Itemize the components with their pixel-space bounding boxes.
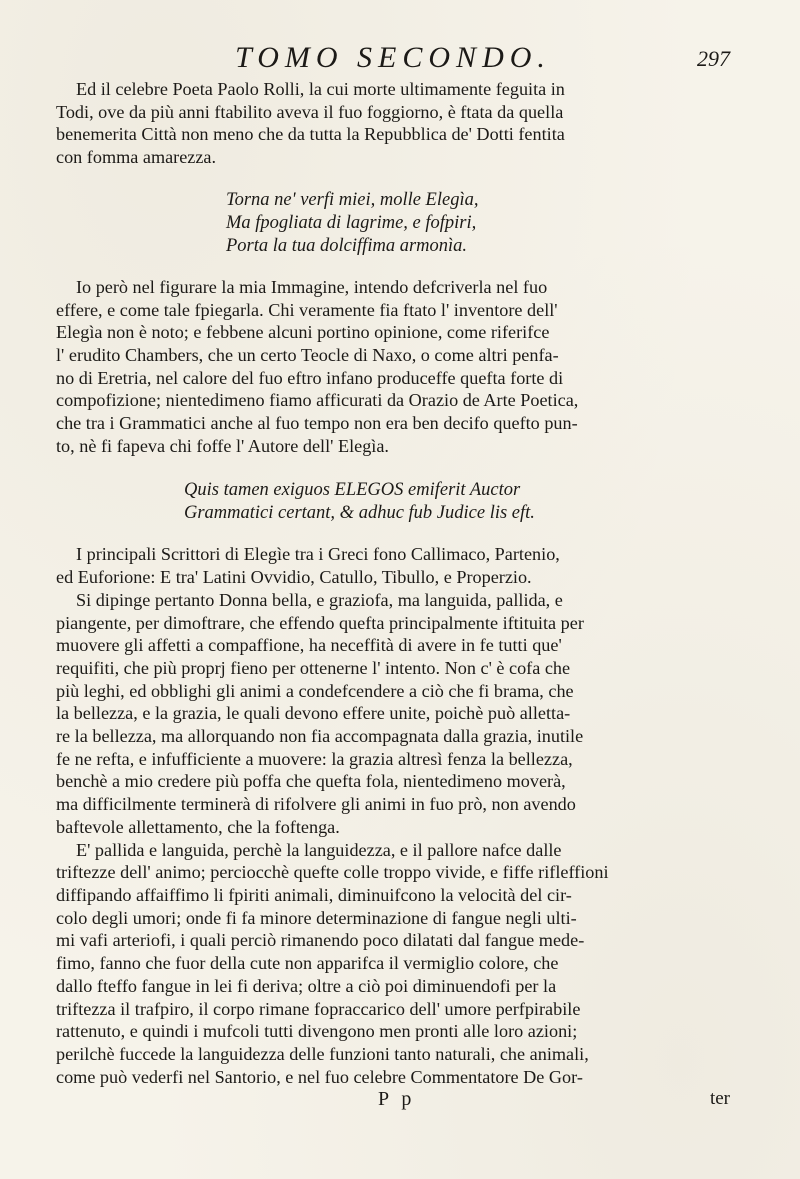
text-line: l' erudito Chambers, che un certo Teocle di Naxo, o come altri penfa-	[56, 344, 559, 365]
text-line: rattenuto, e quindi i mufcoli tutti divengono men pronti alle loro azioni;	[56, 1021, 578, 1042]
signature-mark: P p	[378, 1088, 416, 1111]
latin-quotation	[184, 479, 730, 525]
page-footer	[56, 1088, 730, 1112]
text-line: perilchè fuccede la languidezza delle funzioni tanto naturali, che animali,	[56, 1043, 589, 1064]
running-title: TOMO SECONDO.	[235, 41, 551, 74]
verse-line: Porta la tua dolciffima armonìa.	[226, 235, 468, 256]
paragraph-pallor	[56, 839, 730, 1089]
text-line: più leghi, ed obblighi gli animi a condefcendere a ciò che fi brama, che	[56, 680, 574, 701]
text-line: come può vederfi nel Santorio, e nel fuo celebre Commentatore De Gor-	[56, 1066, 583, 1087]
text-line: triftezze dell' animo; perciocchè quefte colle troppo vivide, e fiffe rifleffioni	[56, 862, 609, 883]
text-line: baftevole allettamento, che la foftenga.	[56, 816, 340, 837]
page-number: 297	[697, 46, 730, 71]
text-line: Si dipinge pertanto Donna bella, e graziofa, ma languida, pallida, e	[76, 589, 563, 610]
text-line: Todi, ove da più anni ftabilito aveva il fuo foggiorno, è ftata da quella	[56, 101, 564, 122]
text-line: no di Eretria, nel calore del fuo eftro infano produceffe quefta forte di	[56, 367, 564, 388]
verse-line: Ma fpogliata di lagrime, e fofpiri,	[226, 212, 477, 233]
catchword: ter	[709, 1088, 730, 1110]
verse-line: Torna ne' verfi miei, molle Elegìa,	[226, 189, 479, 210]
text-line: requifiti, che più proprj fieno per ottenerne l' intento. Non c' è cofa che	[56, 657, 571, 678]
page-header	[56, 38, 730, 78]
text-line: muovere gli affetti a compaffione, ha neceffità di avere in fe tutti que'	[56, 635, 562, 656]
text-line: Ed il celebre Poeta Paolo Rolli, la cui morte ultimamente feguita in	[76, 79, 565, 99]
text-line: la bellezza, e la grazia, le quali devono effere unite, poichè può alletta-	[56, 703, 571, 724]
text-line: con fomma amarezza.	[56, 147, 217, 168]
text-line: to, nè fi fapeva chi foffe l' Autore dell' Elegìa.	[56, 435, 389, 456]
text-line: ma difficilmente terminerà di rifolvere gli animi in fuo prò, non avendo	[56, 794, 576, 815]
text-line: E' pallida e languida, perchè la languidezza, e il pallore nafce dalle	[76, 839, 562, 860]
quote-line: Grammatici certant, & adhuc fub Judice lis eft.	[184, 503, 535, 524]
text-line: mi vafi arteriofi, i quali perciò rimanendo poco dilatati dal fangue mede-	[56, 930, 585, 951]
text-line: I principali Scrittori di Elegìe tra i Greci fono Callimaco, Partenio,	[76, 544, 560, 565]
text-line: Io però nel figurare la mia Immagine, intendo defcriverla nel fuo	[76, 276, 548, 297]
text-line: compofizione; nientedimeno fiamo afficurati da Orazio de Arte Poetica,	[56, 390, 579, 411]
paragraph-depiction	[56, 589, 730, 839]
text-line: dallo fteffo fangue in lei fi deriva; oltre a ciò poi diminuendofi per la	[56, 975, 557, 996]
text-line: re la bellezza, ma allorquando non fia accompagnata dalla grazia, inutile	[56, 726, 584, 747]
quote-line: Quis tamen exiguos ELEGOS emiferit Auctor	[184, 480, 521, 501]
text-line: diffipando affaiffimo li fpiriti animali, diminuifcono la velocità del cir-	[56, 884, 572, 905]
paragraph-elegia-origin	[56, 276, 730, 458]
paragraph-rolli	[56, 78, 730, 169]
text-line: fimo, fanno che fuor della cute non apparifca il vermiglio colore, che	[56, 953, 559, 974]
text-line: triftezza il trafpiro, il corpo rimane fopraccarico dell' umore perfpirabile	[56, 998, 581, 1019]
text-line: benemerita Città non meno che da tutta la Repubblica de' Dotti fentita	[56, 124, 565, 145]
text-line: effere, e come tale fpiegarla. Chi veramente fia ftato l' inventore dell'	[56, 299, 558, 320]
text-line: colo degli umori; onde fi fa minore determinazione di fangue negli ulti-	[56, 907, 577, 928]
text-line: Elegìa non è noto; e febbene alcuni portino opinione, come riferifce	[56, 322, 550, 343]
text-line: che tra i Grammatici anche al fuo tempo non era ben decifo quefto pun-	[56, 413, 578, 434]
text-line: benchè a mio credere più poffa che quefta fola, nientedimeno moverà,	[56, 771, 566, 792]
text-line: fe ne refta, e infufficiente a muovere: la grazia altresì fenza la bellezza,	[56, 748, 573, 769]
text-line: ed Euforione: E tra' Latini Ovvidio, Catullo, Tibullo, e Properzio.	[56, 567, 532, 588]
paragraph-writers	[56, 543, 730, 588]
text-line: piangente, per dimoftrare, che effendo quefta principalmente iftituita per	[56, 612, 584, 633]
verse-quotation	[226, 189, 730, 258]
